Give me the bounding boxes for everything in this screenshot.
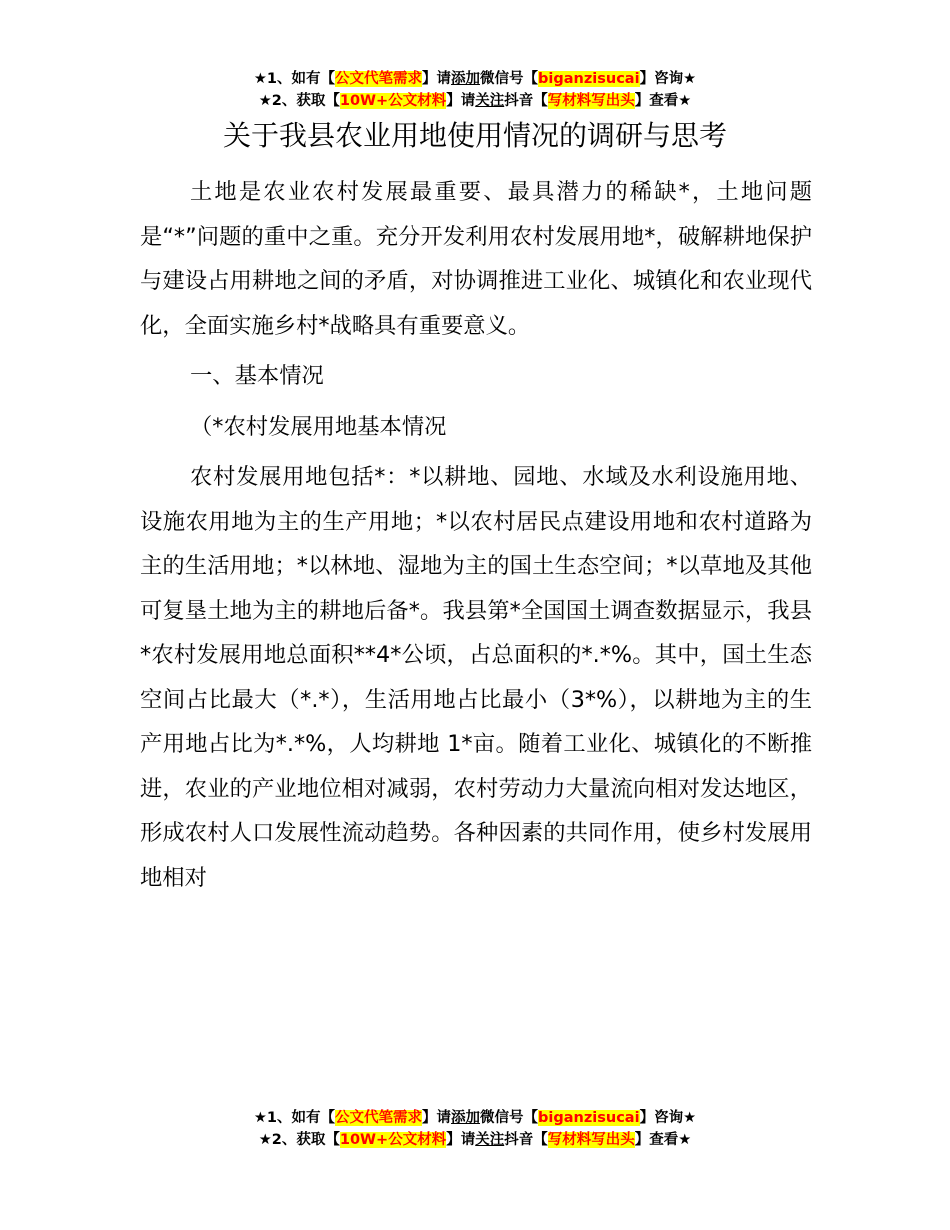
banner-line-2: [0, 90, 950, 112]
banner-emphasis: 添加: [451, 1110, 481, 1126]
document-title: 关于我县农业用地使用情况的调研与思考: [222, 119, 727, 152]
section-heading: 一、基本情况: [190, 363, 324, 389]
banner-text: 】咨询★: [639, 1110, 697, 1126]
banner-wechat-id: biganzisucai: [538, 71, 640, 87]
banner-text: 】查看★: [634, 93, 692, 109]
banner-text: 】请: [422, 71, 452, 87]
banner-text: 微信号【: [480, 71, 539, 87]
top-banner: [0, 68, 950, 112]
banner-highlight: 公文代笔需求: [335, 71, 423, 87]
banner-line-2: [0, 1129, 950, 1151]
document-body: [140, 170, 812, 906]
banner-emphasis: 关注: [475, 1132, 505, 1148]
banner-wechat-id: biganzisucai: [538, 1110, 640, 1126]
banner-text: ★1、如有【: [253, 71, 336, 87]
banner-text: ★1、如有【: [253, 1110, 336, 1126]
banner-line-1: [0, 68, 950, 90]
banner-highlight: 10W+公文材料: [339, 1132, 447, 1148]
banner-line-1: [0, 1107, 950, 1129]
banner-emphasis: 添加: [451, 71, 481, 87]
subsection-heading: （*农村发展用地基本情况: [190, 413, 447, 440]
banner-text: 】请: [446, 1132, 476, 1148]
banner-text: ★2、获取【: [258, 1132, 340, 1148]
banner-text: 】请: [422, 1110, 452, 1126]
bottom-banner: [0, 1107, 950, 1151]
banner-text: 】咨询★: [639, 71, 697, 87]
banner-highlight: 公文代笔需求: [335, 1110, 423, 1126]
banner-text: 】查看★: [634, 1132, 692, 1148]
banner-text: ★2、获取【: [258, 93, 340, 109]
banner-text: 微信号【: [480, 1110, 539, 1126]
banner-text: 抖音【: [504, 1132, 548, 1148]
banner-highlight: 10W+公文材料: [339, 93, 447, 109]
banner-douyin-id: 写材料写出头: [547, 93, 635, 109]
paragraph-intro: 土地是农业农村发展最重要、最具潜力的稀缺*，土地问题是“*”问题的重中之重。充分开发利用农村发展用地*，破解耕地保护与建设占用耕地之间的矛盾，对协调推进工业化、城镇化和农业现代化，全面实施乡村*战略具有重要意义。: [140, 179, 812, 339]
banner-emphasis: 关注: [475, 93, 505, 109]
paragraph-content: 农村发展用地包括*：*以耕地、园地、水域及水利设施用地、设施农用地为主的生产用地；*以农村居民点建设用地和农村道路为主的生活用地；*以林地、湿地为主的国土生态空间；*以草地及其他可复垦土地为主的耕地后备*。我县第*全国国土调查数据显示，我县*农村发展用地总面积**4*公顷，占总面积的*.*%。其中，国土生态空间占比最大（*.*），生活用地占比最小（3*%），以耕地为主的生产用地占比为*.*%，人均耕地 1*亩。随着工业化、城镇化的不断推进，农业的产业地位相对减弱，农村劳动力大量流向相对发达地区，形成农村人口发展性流动趋势。各种因素的共同作用，使乡村发展用地相对: [140, 464, 812, 891]
banner-text: 】请: [446, 93, 476, 109]
banner-douyin-id: 写材料写出头: [547, 1132, 635, 1148]
banner-text: 抖音【: [504, 93, 548, 109]
